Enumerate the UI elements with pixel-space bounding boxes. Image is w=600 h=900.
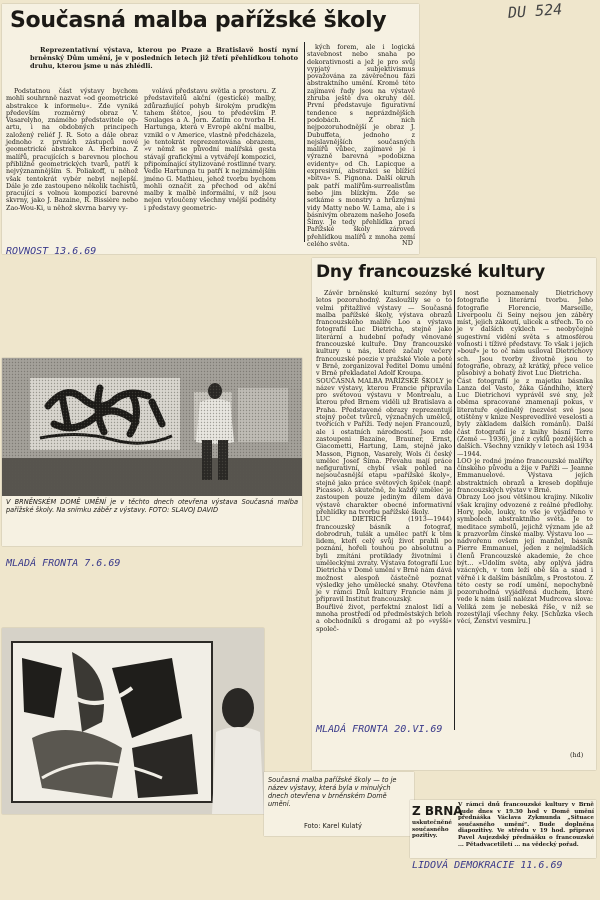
clip1-column-3: kých forem, ale i logická stavebnost nebo snaha po dekorativnosti a jež je pro svůj vypjatý subjektivismus považována za závěrečnou fázi abstraktního umění. Kromě této zajímavé řady jsou na výstavě zhruba ještě dva okruhy děl. První představuje figurativní tendence s neprázdnějších podobách. Z nich nejpozoruhodnější je obraz J. Dubuffeta, jednoho z nejslavnějších současných malířů vůbec, zajímavé je i výrazně barevná »podobizna evidenty« od Ch. Lapicque a expresivní, abstrakci se blížící »bitva« S. Pignona. Další okruh pak patří malířům-surrealistům nebo jim blízkým. Zde se setkáme s monstry a hrůznými vidy Matty nebo W. Lama, ale i s básnivým obrazem našeho Josefa Šímy. Je tedy přehlídka prací Pařížské školy zároveň přehlídkou malířů z mnoha zemí celého světa. [307, 43, 415, 249]
clip3-headline: Dny francouzské kultury [316, 262, 546, 282]
exhibition-photo-2 [2, 628, 264, 814]
clip4-credit: Foto: Karel Kulatý [304, 822, 362, 830]
clipping-photo-2 [2, 628, 264, 814]
exhibition-photo-2-image [2, 628, 264, 814]
clip1-column-divider [304, 42, 305, 242]
clip5-body: V rámci dnů francouzské kultury v Brně bude dnes v 19.30 hod v Domě umění přednáška Václava Zykmunda „Situace současného umění“. Bude doplněna diapozitivy. Ve středu v 19 hod. připraví Pavel Aujezdský přednášku o francouzské ... Pětadvacetiletí ... na vědecký pořad. [458, 802, 594, 848]
exhibition-photo-1-image [2, 358, 302, 496]
clip3-source: MLADÁ FRONTA 20.VI.69 [316, 724, 443, 735]
clipping-dny-francouzske-kultury [312, 258, 596, 770]
clip1-source: ROVNOST 13.6.69 [6, 246, 97, 257]
clip5-kicker: uskutečněné současného pozitivy. [412, 820, 452, 840]
clip3-column-1: Závěr brněnské kulturní sezóny byl letos pozoruhodný. Zasloužily se o to velmi přitažlivé výstavy — Současná malba pařížské školy, výstava obrazů francouzského malíře Loo a výstava fotografií Luc Dietricha, stejně jako literární a hudební pořady věnované francouzské kultuře. Dny francouzské kultury u nás, které začaly večery francouzské poezie v pražské Viole a poté v Brně, zorganizoval ředitel Domu umění v Brně překladatel Adolf Kroupa. SOUČASNÁ MALBA PAŘÍŽSKÉ ŠKOLY je název výstavy, kterou Francie připravila pro světovou výstavu v Montrealu, a kterou před Brnem viděli už Bratislava a Praha. Představené obrazy reprezentují stejný počet tvůrců, význačných umělců, tvořících v Paříži. Tedy nejen Francouzů, ale i ostatních národností. Jsou zde zastoupeni Bazaine, Brauner, Ernst, Giacometti, Hartung, Lam, stejně jako Masson, Pignon, Vasarely, Wols či český umělec Josef Šíma. Převahu mají práce nefigurativní, chybí však pohled na nejsoučasnější etapu »pařížské školy«, stejně jako práce světových špiček (např. Picasso). A skutečně, že každý umělec je zastoupen pouze jediným dílem dává výstavě charakter obecné informativní přehlídky na tvorbu pařížské školy. LUC DIETRICH (1913—1944) francouzský básník a fotograf, dobrodruh, tulák a umělec patří k těm lidem, kteří celý svůj život prahli po poznání, hořeli touhou po absolutnu a byli zmítáni protiklady životními i uměleckými zvraty. Výstava fotografií Luc Dietricha v Domě umění v Brně nám dává možnost alespoň částečně poznat výsledky jeho umělecké snahy. Otevřena je v rámci Dnů kultury Francie nám ji připravil Institut francouzský. Bouřlivé život, perfektní znalost lidí a mnoha prostředí od předměstských brloh a obchodníků s drogami až po »vyšší« společ- [316, 289, 452, 633]
clip2-source: MLADÁ FRONTA 7.6.69 [6, 558, 121, 569]
clip3-signature: (hd) [570, 751, 584, 759]
clip1-signature: ND [402, 239, 413, 247]
clip3-column-2: nost poznamenaly Dietrichovy fotografie i literární tvorbu. Jeho fotografie Florencie, Marseille, Liverpoolu či Seiny nejsou jen záběry míst, jejich zákoutí, ulicek a střech. To co je v dalších cyklech — neobyčejně sugestivní vidění světa s atmosférou volnosti i tíživé představy. To však i jejich »bouř« je to oč nám usiloval Dietrichovy sch. Jsou tvorby životně jsou to fotografie, obrazy, až krátký, přece velice působivý a bohatý život Luc Dietricha. Část fotografií je z majetku básníka Lanza del Vasto, žáka Gándhího, který Luc Dietrichovi vyprávěl své sny, jež oběma spracované znamenají pokus, v literatuře ojedinělý (nezvěst své jsou otištěny v knize Nesprevedlivé veselosti a byly základem dalších románů). Další část fotografií je z knihy básní Terre (Země — 1936), jiné z cyklů pozdějších a dalších. Všechny vznikly v letech asi 1934—1944. LOO je rodné jméno francouzské malířky čínského původu a žije v Paříži — Jeanne Emmanuelové. Výstava jejích abstraktních obrazů a kreseb doplňuje francouzských výstav v Brně. Obrazy Loo jsou většinou krajiny. Nikoliv však krajiny odvozené z reálné předlohy. Hory, pole, louky, to vše je vyjádřeno v symbolech abstraktního světa. Je to meditace symbolů, jejichž význam jde až k prazvorům čínské malby. Výstavu loo — nádvořenu ovšem její manžel, básník Pierre Emmanuel, jeden z nejmladších členů Francouzské akademie, že chce být... »Udolím světa, aby oplývá jádra vzácných, v tom leží obě šla a snad i věřně i k dalším básníkům, s Prostotou. Z této cesty se rodí umění, nepochybně pozoruhodná vyjádřená duchem, které vede k nám úsilí nalézat Mudrcova slova: Veliká zem je nebeská říše, v níž se rozestýlají všechny řeky. [Schůzka všech věcí, Ženství vesmíru.] [457, 289, 593, 626]
clipping-photo-2-caption [264, 772, 414, 836]
clip1-column-2: volává představu světla a prostoru. Z představitelů akční (gestické) malby, zdůrazňující pohyb širokým prudkým tahem štětce, jsou to především P. Soulages a A. Jorn. Zatím co tvorba H. Hartunga, která v Evropě akční malbu, vznikl o v Americe, vlastně předcházela, je tentokrát reprezentována obrazem, »v němž se původní malířská gesta stávají grafickými a vytvářejí kompozici, připomínající stylizované rostlinné tvary. Vedle Hartunga tu patří k nejznámějším jméno G. Mathieu, jehož tvorbu bychom mohli označit za přechod od akční malby k malbě informální, v níž jsou nejen vyloučeny všechny vnější podněty i představy geometric- [144, 87, 276, 212]
clipping-photo-1 [2, 358, 302, 546]
exhibition-photo-1 [2, 358, 302, 496]
clip1-lead: Reprezentativní výstava, kterou po Praze a Bratislavě hostí nyní brněnský Dům umění, je v posledních letech již třetí přehlídkou tohoto druhu, kterou jsme u nás zhlédli. [30, 46, 298, 70]
clip5-headline: Z BRNA [412, 804, 463, 818]
clip1-column-1: Podstatnou část výstavy bychom mohli souhrnně nazvat »od geometrické abstrakce k informelu«. Zde vyniká především rozměrný obraz V. Vasarelyho, známého představitele op-artu, i na obdobných principech založený reliéf J. R. Soto a dále obraz jednoho z prvních zástupců nové geometrické abstrakce A. Herbina. Z malířů, pracujících s barevnou plochou přibližně geometrických tvarů, patří k nejvýznamnějším S. Poliakoff, u něhož však tentokrát vybér nebyl nejlepší. Dále je zde zastoupeno několik tachistů, pracující s volnou kompozicí barevné skvrny, jako J. Bazaine, R. Bissière nebo Zao-Wou-Ki, u něhož skvrna barvy vy- [6, 87, 138, 212]
clip5-source: LIDOVÁ DEMOKRACIE 11.6.69 [412, 860, 563, 871]
clipping-z-brna [410, 800, 596, 858]
clip1-headline: Současná malba pařížské školy [10, 8, 387, 33]
clip3-column-divider [454, 290, 455, 730]
clip2-caption: V BRNĚNSKÉM DOMĚ UMĚNÍ je v těchto dnech otevřena výstava Současná malba pařížské školy. Na snímku záběr z výstavy. FOTO: SLAVOJ DAVID [6, 498, 298, 514]
archive-mark: DU 524 [507, 0, 563, 22]
clipping-rovnost [2, 4, 419, 254]
clip4-caption: Současná malba pařížské školy — to je název výstavy, která byla v minulých dnech otevřena v brněnském Domě umění. [268, 776, 397, 808]
